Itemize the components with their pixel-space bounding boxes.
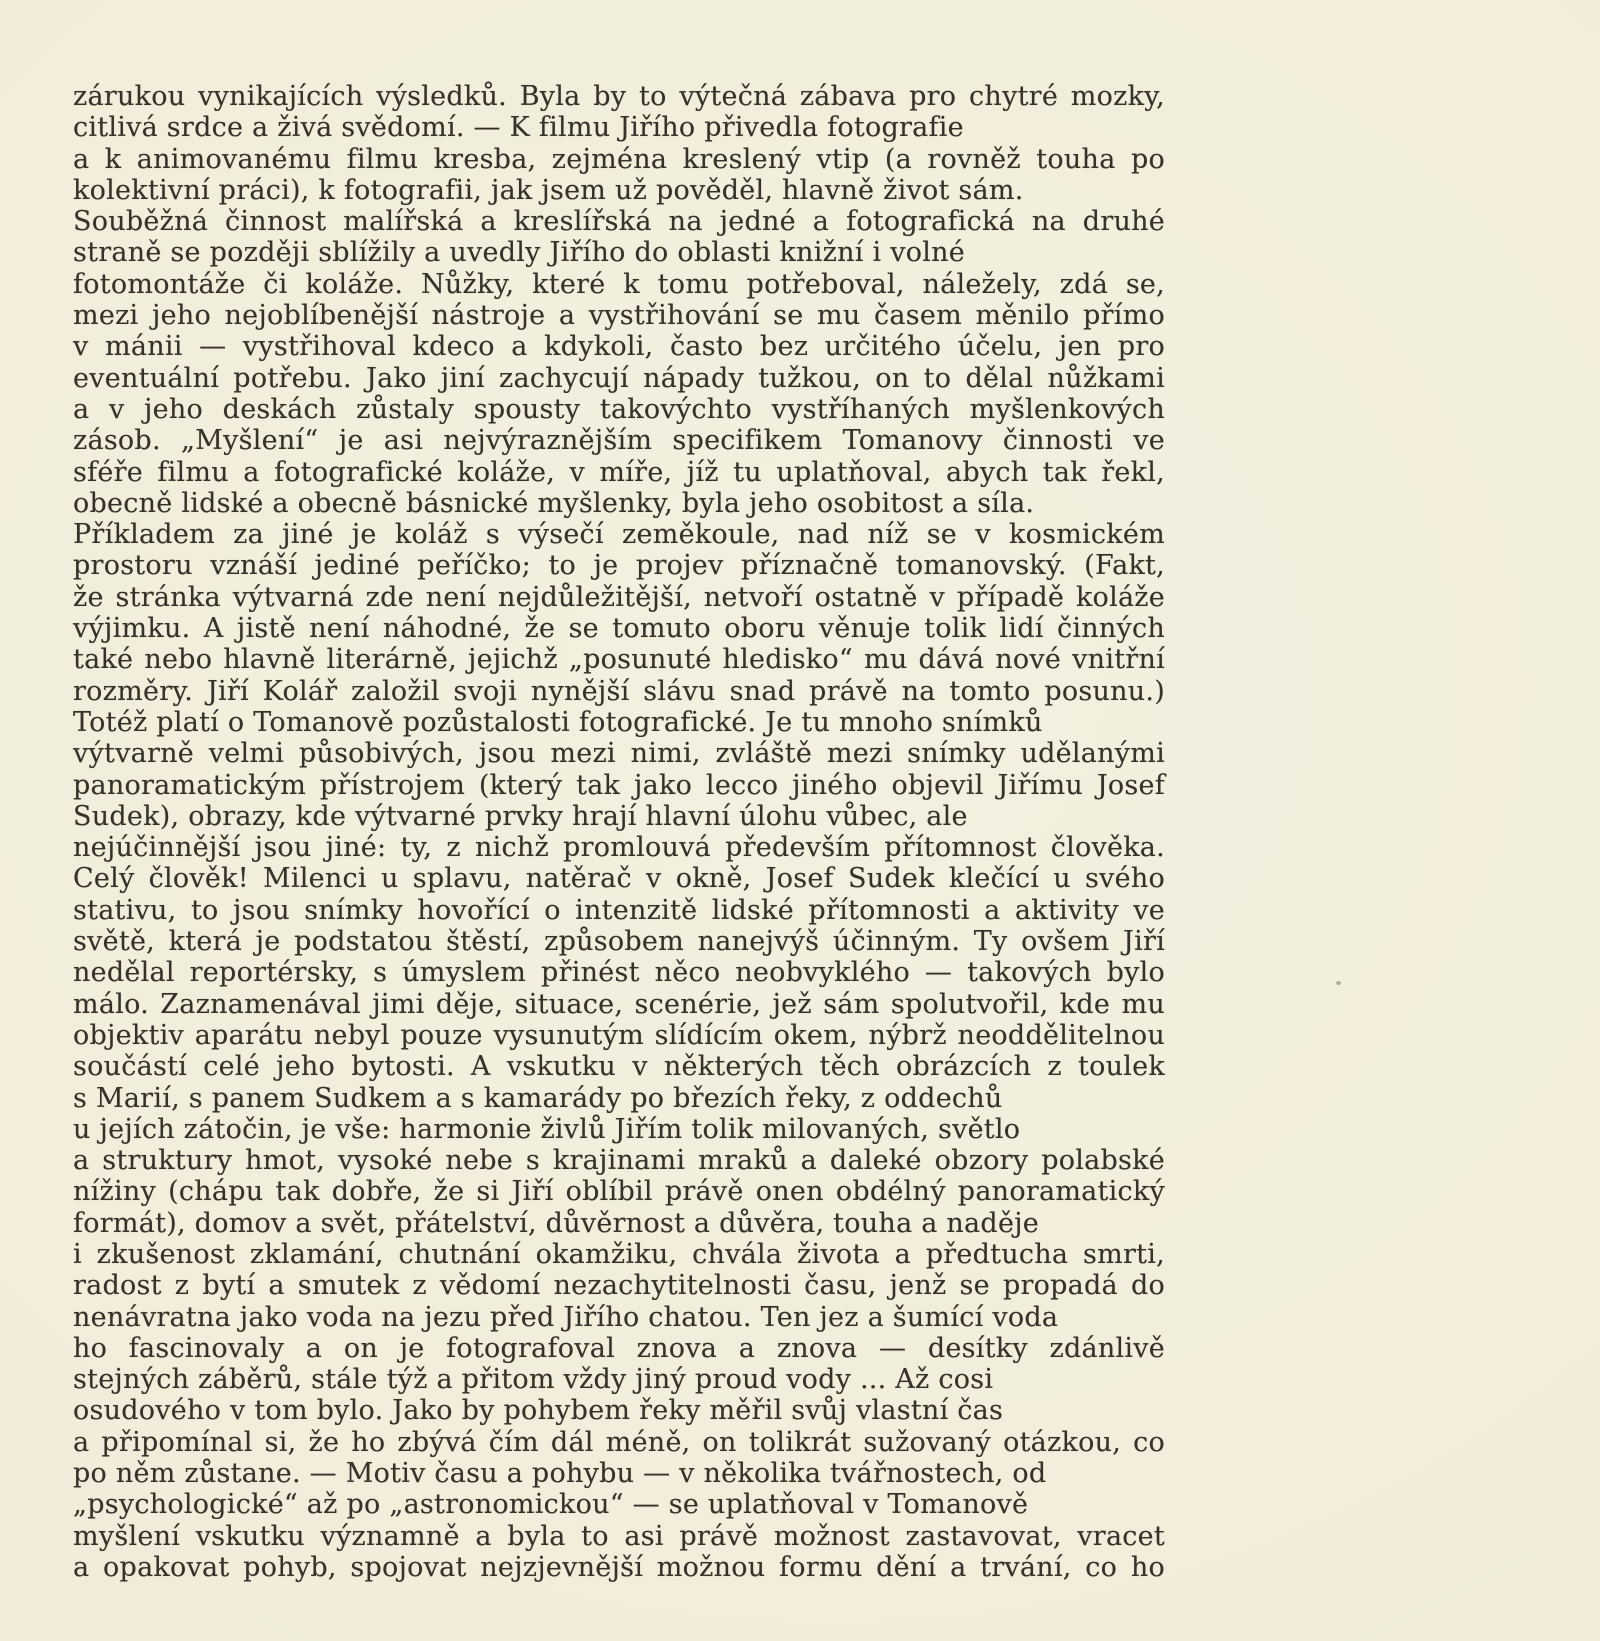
text-line: panoramatickým přístrojem (který tak jako lecco jiného objevil Jiřímu Josef [73, 769, 1165, 801]
text-line: rozměry. Jiří Kolář založil svoji nynější slávu snad právě na tomto posunu.) [73, 675, 1165, 707]
text-line: Příkladem za jiné je koláž s výsečí zeměkoule, nad níž se v kosmickém [73, 519, 1165, 551]
text-line: Souběžná činnost malířská a kreslířská na jedné a fotografická na druhé [73, 206, 1165, 238]
text-line: Totéž platí o Tomanově pozůstalosti fotografické. Je tu mnoho snímků [73, 706, 1043, 738]
text-line: a struktury hmot, vysoké nebe s krajinami mraků a daleké obzory polabské [73, 1145, 1165, 1177]
text-line: citlivá srdce a živá svědomí. — K filmu Jiřího přivedla fotografie [73, 112, 964, 144]
text-line: radost z bytí a smutek z vědomí nezachytitelnosti času, jenž se propadá do [73, 1270, 1165, 1302]
text-line: výtvarně velmi působivých, jsou mezi nimi, zvláště mezi snímky udělanými [73, 738, 1165, 770]
text-line: stativu, to jsou snímky hovořící o intenzitě lidské přítomnosti a aktivity ve [73, 894, 1165, 926]
text-line: i zkušenost zklamání, chutnání okamžiku, chvála života a předtucha smrti, [73, 1238, 1165, 1270]
text-line: myšlení vskutku významně a byla to asi právě možnost zastavovat, vracet [73, 1520, 1165, 1552]
text-line: nenávratna jako voda na jezu před Jiřího chatou. Ten jez a šumící voda [73, 1301, 1059, 1333]
text-line: nížiny (chápu tak dobře, že si Jiří oblíbil právě onen obdélný panoramatický [73, 1176, 1165, 1208]
text-line: světě, která je podstatou štěstí, způsobem nanejvýš účinným. Ty ovšem Jiří [73, 926, 1165, 958]
text-line: a v jeho deskách zůstaly spousty takovýchto vystříhaných myšlenkových [73, 393, 1165, 425]
text-line: mezi jeho nejoblíbenější nástroje a vystřihování se mu časem měnilo přímo [73, 300, 1165, 332]
text-line: také nebo hlavně literárně, jejichž „posunuté hledisko“ mu dává nové vnitřní [73, 644, 1165, 676]
text-line: u jejích zátočin, je vše: harmonie živlů Jiřím tolik milovaných, světlo [73, 1113, 1021, 1145]
text-line: výjimku. A jistě není náhodné, že se tomuto oboru věnuje tolik lidí činných [73, 613, 1165, 645]
text-line: eventuální potřebu. Jako jiní zachycují nápady tužkou, on to dělal nůžkami [73, 362, 1165, 394]
text-line: prostoru vznáší jediné peříčko; to je projev příznačně tomanovský. (Fakt, [73, 550, 1165, 582]
text-line: po něm zůstane. — Motiv času a pohybu — v několika tvářnostech, od [73, 1458, 1047, 1490]
text-line: formát), domov a svět, přátelství, důvěrnost a důvěra, touha a naděje [73, 1207, 1040, 1239]
text-line: fotomontáže či koláže. Nůžky, které k tomu potřeboval, náležely, zdá se, [73, 268, 1165, 300]
text-line: Sudek), obrazy, kde výtvarné prvky hrají hlavní úlohu vůbec, ale [73, 800, 968, 832]
text-line: nedělal reportérsky, s úmyslem přinést něco neobvyklého — takových bylo [73, 957, 1165, 989]
text-line: v mánii — vystřihoval kdeco a kdykoli, často bez určitého účelu, jen pro [73, 331, 1165, 363]
text-line: a k animovanému filmu kresba, zejména kreslený vtip (a rovněž touha po [73, 143, 1165, 175]
text-line: objektiv aparátu nebyl pouze vysunutým slídícím okem, nýbrž neoddělitelnou [73, 1019, 1165, 1051]
text-line: ho fascinovaly a on je fotografoval znova a znova — desítky zdánlivě [73, 1332, 1165, 1364]
text-line: kolektivní práci), k fotografii, jak jsem už pověděl, hlavně život sám. [73, 174, 1024, 206]
text-line: obecně lidské a obecně básnické myšlenky, byla jeho osobitost a síla. [73, 487, 1035, 519]
text-line: straně se později sblížily a uvedly Jiřího do oblasti knižní i volné [73, 237, 965, 269]
text-line: Celý člověk! Milenci u splavu, natěrač v okně, Josef Sudek klečící u svého [73, 863, 1165, 895]
text-line: málo. Zaznamenával jimi děje, situace, scenérie, jež sám spolutvořil, kde mu [73, 988, 1165, 1020]
text-line: a opakovat pohyb, spojovat nejzjevnější možnou formu dění a trvání, co ho [73, 1551, 1165, 1583]
text-line: nejúčinnější jsou jiné: ty, z nichž promlouvá především přítomnost člověka. [73, 832, 1165, 864]
text-line: stejných záběrů, stále týž a přitom vždy jiný proud vody ... Až cosi [73, 1364, 994, 1396]
body-text-block [73, 0, 1165, 1583]
text-line: osudového v tom bylo. Jako by pohybem řeky měřil svůj vlastní čas [73, 1395, 1004, 1427]
text-line: a připomínal si, že ho zbývá čím dál méně, on tolikrát sužovaný otázkou, co [73, 1426, 1165, 1458]
text-line: sféře filmu a fotografické koláže, v míře, jíž tu uplatňoval, abych tak řekl, [73, 456, 1165, 488]
text-line: zásob. „Myšlení“ je asi nejvýraznějším specifikem Tomanovy činnosti ve [73, 425, 1165, 457]
text-line: zárukou vynikajících výsledků. Byla by to výtečná zábava pro chytré mozky, [73, 81, 1165, 112]
scan-speck [1336, 981, 1341, 985]
text-line: součástí celé jeho bytosti. A vskutku v některých těch obrázcích z toulek [73, 1051, 1165, 1083]
text-line: „psychologické“ až po „astronomickou“ — se uplatňoval v Tomanově [73, 1489, 1029, 1521]
text-line: s Marií, s panem Sudkem a s kamarády po březích řeky, z oddechů [73, 1082, 1003, 1114]
text-line: že stránka výtvarná zde není nejdůležitější, netvoří ostatně v případě koláže [73, 581, 1165, 613]
